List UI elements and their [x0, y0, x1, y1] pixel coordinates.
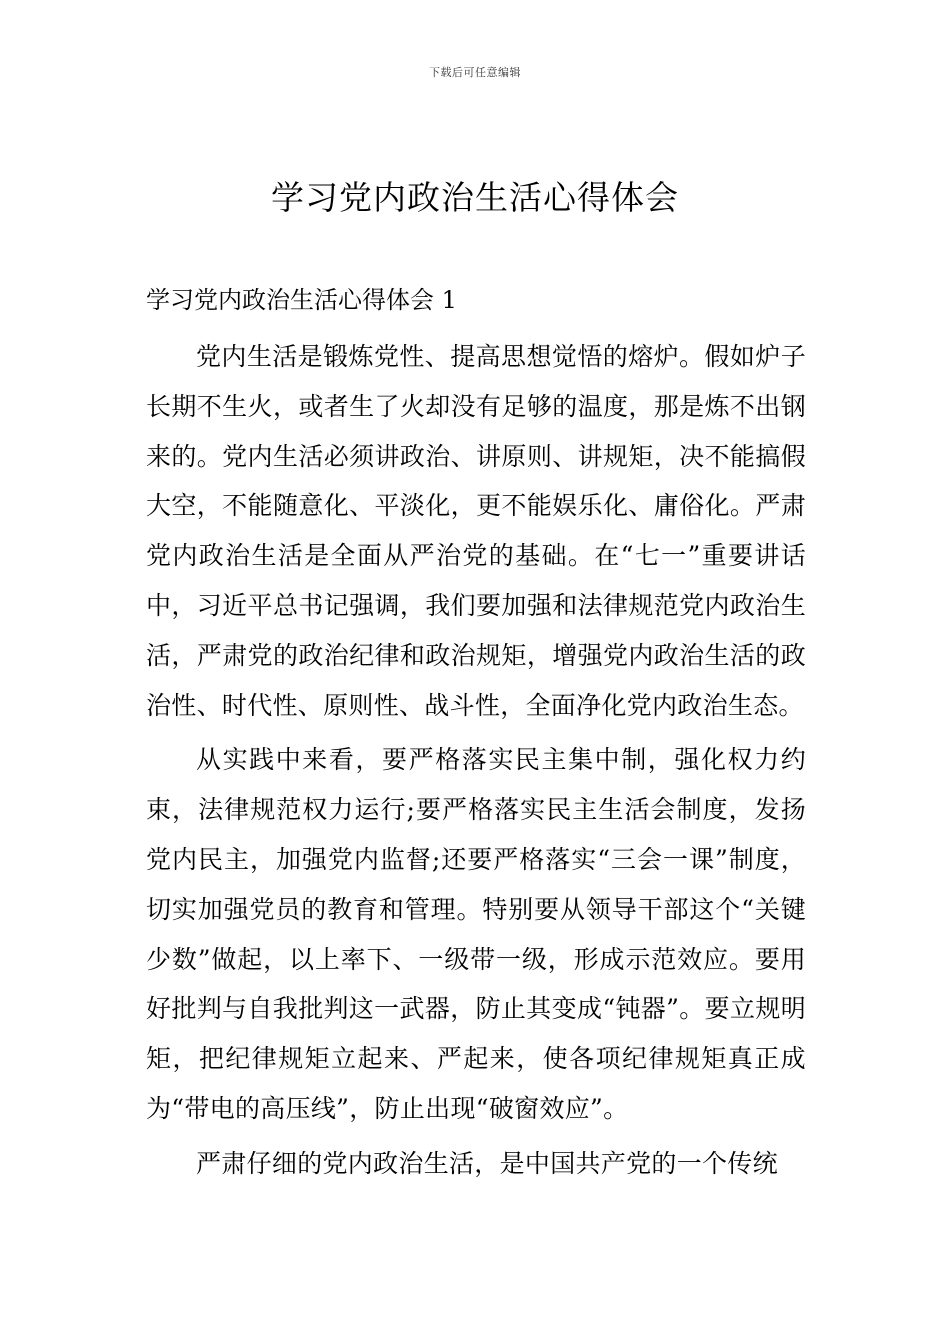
- document-title: 学习党内政治生活心得体会: [271, 178, 679, 217]
- paragraph: 从实践中来看，要严格落实民主集中制，强化权力约束，法律规范权力运行;要严格落实民主生活会制度，发扬党内民主，加强党内监督;还要严格落实“三会一课”制度，切实加强党员的教育和管理。特别要从领导干部这个“关键少数”做起，以上率下、一级带一级，形成示范效应。要用好批判与自我批判这一武器，防止其变成“钝器”。要立规明矩，把纪律规矩立起来、严起来，使各项纪律规矩真正成为“带电的高压线”，防止出现“破窗效应”。: [146, 745, 806, 1123]
- paragraph: 严肃仔细的党内政治生活，是中国共产党的一个传统: [196, 1148, 778, 1178]
- body-text: [146, 332, 806, 1194]
- section-heading: 学习党内政治生活心得体会 1: [146, 286, 457, 314]
- paragraph: 党内生活是锻炼党性、提高思想觉悟的熔炉。假如炉子长期不生火，或者生了火却没有足够的温度，那是炼不出钢来的。党内生活必须讲政治、讲原则、讲规矩，决不能搞假大空，不能随意化、平淡化，更不能娱乐化、庸俗化。严肃党内政治生活是全面从严治党的基础。在“七一”重要讲话中，习近平总书记强调，我们要加强和法律规范党内政治生活，严肃党的政治纪律和政治规矩，增强党内政治生活的政治性、时代性、原则性、战斗性，全面净化党内政治生态。: [146, 342, 806, 720]
- header-note: 下载后可任意编辑: [429, 66, 521, 79]
